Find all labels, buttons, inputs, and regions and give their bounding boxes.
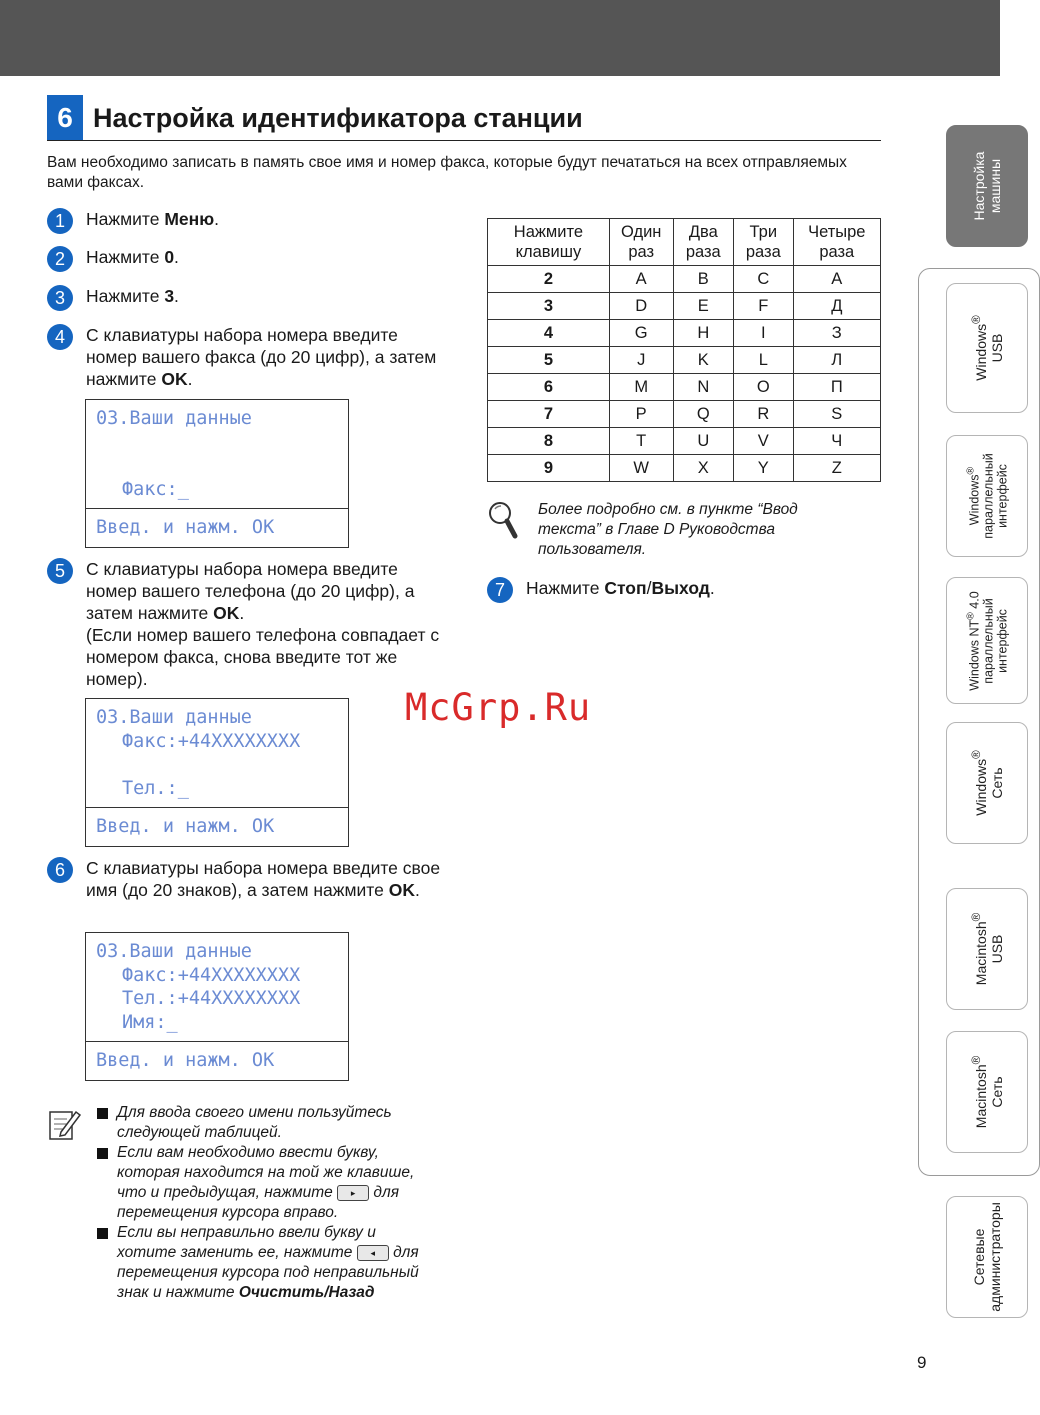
table-row [488, 293, 881, 320]
table-key-cell: 6 [488, 374, 610, 401]
step-5 [47, 558, 447, 690]
section-title: Настройка идентификатора станции [93, 103, 583, 133]
table-cell: Л [793, 347, 880, 374]
key-clear-back: Очистить/Назад [238, 1284, 375, 1301]
table-cell: П [793, 374, 880, 401]
table-row [488, 320, 881, 347]
magnifier-icon [487, 500, 521, 542]
key-ok: OK [161, 369, 188, 389]
table-key-cell: 8 [488, 428, 610, 455]
table-row [488, 266, 881, 293]
table-cell: R [734, 401, 794, 428]
table-cell: C [734, 266, 794, 293]
table-cell: U [673, 428, 734, 455]
note-pencil-icon [47, 1106, 83, 1142]
lcd-display-phone [85, 698, 349, 847]
table-row [488, 455, 881, 482]
notes-list [97, 1103, 437, 1303]
note-item: Если вам необходимо ввести букву, которая находится на той же клавише, что и предыдущая, нажмите ▸ для перемещения курсора вправо. [97, 1143, 437, 1223]
table-header-row [488, 219, 881, 266]
section-divider [47, 140, 881, 141]
table-cell: X [673, 455, 734, 482]
step-number-2: 2 [47, 246, 73, 272]
step-number-4: 4 [47, 324, 73, 350]
top-header-bar [0, 0, 1000, 76]
table-cell: З [793, 320, 880, 347]
table-cell: D [609, 293, 673, 320]
section-intro: Вам необходимо записать в память свое имя и номер факса, которые будут печататься на всех отправляемых вами факсах. [47, 154, 847, 191]
note-item: Для ввода своего имени пользуйтесь следующей таблицей. [97, 1103, 437, 1143]
table-cell: Ч [793, 428, 880, 455]
right-arrow-key-icon: ▸ [337, 1185, 369, 1201]
lcd-line: 03.Ваши данные [96, 408, 252, 429]
section-number: 6 [47, 95, 83, 141]
step-5-text: С клавиатуры набора номера введите номер вашего телефона (до 20 цифр), а затем нажмите OK. (Если номер вашего телефона совпадает с номером факса, снова введите тот же номер). [86, 559, 440, 689]
table-row [488, 428, 881, 455]
tab-machine-setup[interactable]: Настройка машины [946, 125, 1028, 247]
table-cell: А [793, 266, 880, 293]
table-cell: Д [793, 293, 880, 320]
table-cell: Y [734, 455, 794, 482]
step-number-1: 1 [47, 208, 73, 234]
table-cell: Z [793, 455, 880, 482]
table-header: Нажмите клавишу [488, 219, 610, 266]
page-number: 9 [917, 1353, 927, 1372]
reference-note: Более подробно см. в пункте “Ввод текста” в Главе D Руководства пользователя. [538, 501, 798, 558]
table-cell: I [734, 320, 794, 347]
lcd-display-fax [85, 399, 349, 548]
lcd-line: Факс:_ [122, 479, 189, 500]
tab-windows-nt-parallel[interactable]: Windows NT® 4.0 параллельный интерфейс [946, 577, 1028, 704]
table-cell: E [673, 293, 734, 320]
table-cell: A [609, 266, 673, 293]
step-number-5: 5 [47, 558, 73, 584]
step-3 [47, 285, 447, 307]
step-4 [47, 324, 447, 390]
lcd-line: Факс:+44XXXXXXXX [122, 731, 301, 752]
key-exit: Выход [651, 578, 710, 598]
step-3-text: Нажмите 3. [86, 286, 179, 306]
table-row [488, 374, 881, 401]
table-key-cell: 2 [488, 266, 610, 293]
table-key-cell: 5 [488, 347, 610, 374]
left-arrow-key-icon: ◂ [357, 1245, 389, 1261]
lcd-line: Тел.:+44XXXXXXXX [122, 988, 301, 1009]
table-cell: Q [673, 401, 734, 428]
lcd-footer: Введ. и нажм. OK [96, 1050, 275, 1071]
step-number-7: 7 [487, 577, 513, 603]
table-cell: V [734, 428, 794, 455]
table-row [488, 401, 881, 428]
table-cell: N [673, 374, 734, 401]
tab-windows-parallel[interactable]: Windows® параллельный интерфейс [946, 435, 1028, 557]
table-key-cell: 3 [488, 293, 610, 320]
table-header: Четыре раза [793, 219, 880, 266]
table-cell: K [673, 347, 734, 374]
step-6 [47, 857, 447, 901]
table-cell: T [609, 428, 673, 455]
step-6-text: С клавиатуры набора номера введите свое имя (до 20 знаков), а затем нажмите OK. [86, 858, 441, 900]
table-cell: W [609, 455, 673, 482]
lcd-line: 03.Ваши данные [96, 707, 252, 728]
table-header: Один раз [609, 219, 673, 266]
lcd-line: Факс:+44XXXXXXXX [122, 965, 301, 986]
lcd-footer: Введ. и нажм. OK [96, 816, 275, 837]
table-cell: M [609, 374, 673, 401]
step-7 [487, 577, 887, 599]
table-header: Два раза [673, 219, 734, 266]
step-1 [47, 208, 447, 230]
lcd-display-name [85, 932, 349, 1081]
table-key-cell: 7 [488, 401, 610, 428]
note-item: Если вы неправильно ввели букву и хотите заменить ее, нажмите ◂ для перемещения курсора под неправильный знак и нажмите Очистить/Назад [97, 1223, 437, 1303]
key-ok: OK [388, 880, 415, 900]
tab-macintosh-usb[interactable]: Macintosh® USB [946, 888, 1028, 1010]
table-cell: B [673, 266, 734, 293]
step-number-6: 6 [47, 857, 73, 883]
step-4-text: С клавиатуры набора номера введите номер вашего факса (до 20 цифр), а затем нажмите OK. [86, 325, 437, 389]
table-cell: L [734, 347, 794, 374]
key-three: 3 [164, 286, 175, 306]
step-1-text: Нажмите Меню. [86, 209, 220, 229]
table-cell: P [609, 401, 673, 428]
key-stop: Стоп [604, 578, 647, 598]
table-row [488, 347, 881, 374]
step-2 [47, 246, 447, 268]
lcd-line: Тел.:_ [122, 778, 189, 799]
watermark: McGrp.Ru [405, 686, 592, 729]
lcd-footer: Введ. и нажм. OK [96, 517, 275, 538]
table-cell: H [673, 320, 734, 347]
key-menu: Меню [164, 209, 215, 229]
lcd-line: Имя:_ [122, 1012, 178, 1033]
step-5-note: (Если номер вашего телефона совпадает с номером факса, снова введите тот же номер). [86, 625, 440, 689]
table-cell: G [609, 320, 673, 347]
step-2-text: Нажмите 0. [86, 247, 179, 267]
key-ok: OK [213, 603, 240, 623]
table-cell: S [793, 401, 880, 428]
tab-network-administrators[interactable]: Сетевые администраторы [946, 1196, 1028, 1318]
letter-key-table [487, 218, 881, 482]
step-number-3: 3 [47, 285, 73, 311]
table-key-cell: 4 [488, 320, 610, 347]
table-key-cell: 9 [488, 455, 610, 482]
step-7-text: Нажмите Стоп/Выход. [526, 578, 715, 598]
table-cell: F [734, 293, 794, 320]
tab-windows-usb[interactable]: Windows® USB [946, 283, 1028, 413]
table-cell: O [734, 374, 794, 401]
tab-windows-network[interactable]: Windows® Сеть [946, 722, 1028, 844]
tab-macintosh-network[interactable]: Macintosh® Сеть [946, 1031, 1028, 1153]
lcd-line: 03.Ваши данные [96, 941, 252, 962]
key-zero: 0 [164, 247, 175, 267]
table-header: Три раза [734, 219, 794, 266]
table-cell: J [609, 347, 673, 374]
